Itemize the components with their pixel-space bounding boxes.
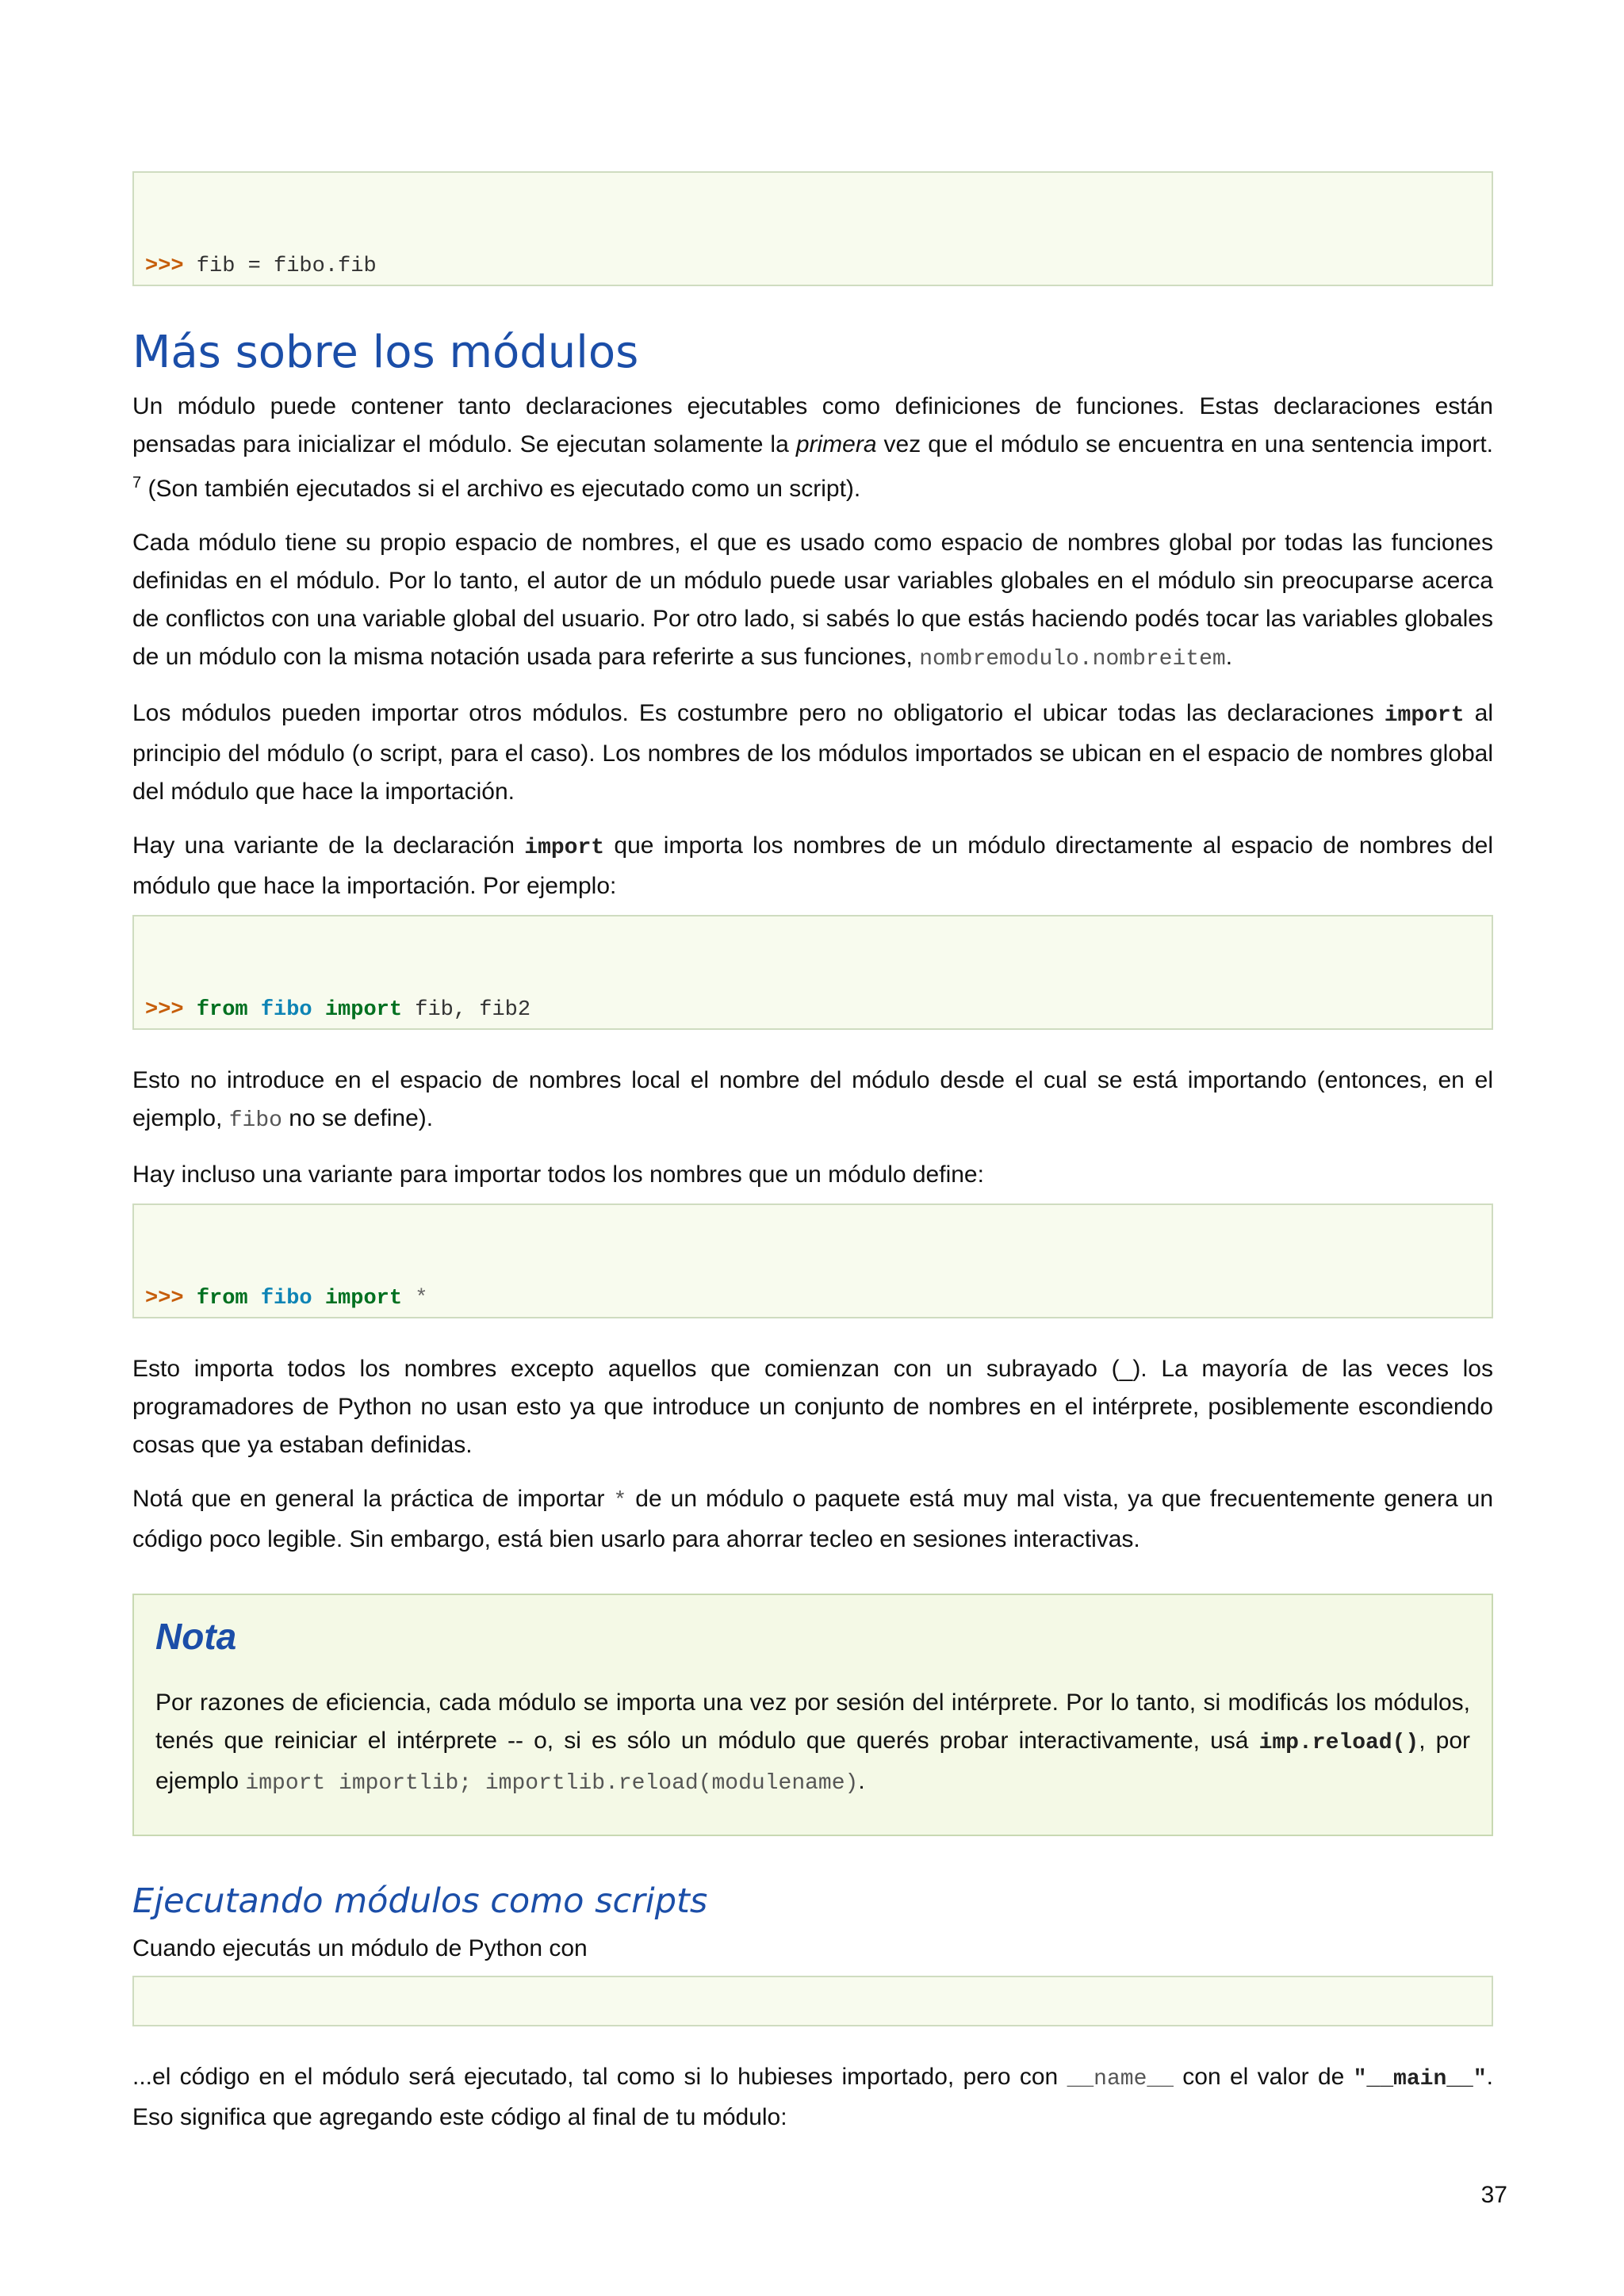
code-operator: * (415, 1287, 428, 1311)
code-text: fib = fibo.fib (183, 254, 377, 278)
prompt: >>> (145, 1287, 184, 1311)
prompt: >>> (145, 998, 184, 1022)
keyword: import (324, 1287, 403, 1311)
note-title: Nota (155, 1616, 237, 1657)
inline-code: import (1384, 703, 1465, 728)
paragraph-local-namespace: Esto no introduce en el espacio de nombres local el nombre del módulo desde el cual se está importando (entonces, en el ejemplo, fibo no se define). (132, 1067, 1493, 1133)
paragraph-import-variant: Hay una variante de la declaración import que importa los nombres de un módulo directamente al espacio de nombres del módulo que hace la importación. Por ejemplo: (132, 832, 1493, 899)
code-text: fib, fib2 (402, 998, 531, 1022)
keyword: import (324, 998, 403, 1022)
code-block-import-star (132, 1203, 1493, 1318)
inline-code: nombremodulo.nombreitem (919, 647, 1226, 672)
keyword: from (196, 1287, 248, 1311)
inline-code: "__main__" (1353, 2067, 1487, 2091)
inline-code: * (613, 1489, 627, 1513)
paragraph-module-intro: Un módulo puede contener tanto declaraciones ejecutables como definiciones de funciones. Estas declaraciones están pensadas para inicializar el módulo. Se ejecutan solamente la primera vez que el módulo se encuentra en una sentencia import. $^7$ (Son también ejecutados si el archivo es ejecutado como un script). (132, 393, 1494, 502)
paragraph-import-others: Los módulos pueden importar otros módulos. Es costumbre pero no obligatorio el ubicar todas las declaraciones import al principio del módulo (o script, para el caso). Los nombres de los módulos importados se ubican en el espacio de nombres global del módulo que hace la importación. (132, 700, 1493, 805)
note-text: Por razones de eficiencia, cada módulo se importa una vez por sesión del intérprete. Por lo tanto, si modificás los módulos, tenés que reiniciar el intérprete -- o, si es sólo un módulo que querés probar interactivamente, usá imp.reload(), por ejemplo import importlib; importlib.reload(modulename). (155, 1689, 1471, 1796)
paragraph-star-practice: Notá que en general la práctica de importar * de un módulo o paquete está muy mal vista, ya que frecuentemente genera un código poco legible. Sin embargo, está bien usarlo para ahorrar tecleo en sesiones interactivas. (132, 1486, 1493, 1552)
code-block-fib-assign (132, 171, 1493, 286)
inline-code: __name__ (1067, 2067, 1174, 2091)
inline-code: import (524, 836, 605, 860)
inline-code: imp.reload() (1258, 1731, 1419, 1755)
paragraph-name-main: ...el código en el módulo será ejecutado, tal como si lo hubieses importado, pero con __name__ con el valor de "__main__". Eso significa que agregando este código al final de tu módulo: (132, 2064, 1493, 2130)
paragraph-underscore: Esto importa todos los nombres excepto aquellos que comienzan con un subrayado (_). La mayoría de las veces los programadores de Python no usan esto ya que introduce un conjunto de nombres en el intérprete, posiblemente escondiendo cosas que ya estaban definidas. (132, 1356, 1493, 1458)
keyword: from (196, 998, 248, 1022)
paragraph-run-module: Cuando ejecutás un módulo de Python con (132, 1935, 588, 1961)
inline-code: import importlib; importlib.reload(modulename) (245, 1771, 859, 1796)
code-block-from-import (132, 915, 1493, 1030)
page-content (132, 171, 1493, 2137)
paragraph-import-all: Hay incluso una variante para importar todos los nombres que un módulo define: (132, 1161, 984, 1188)
module-name: fibo (260, 998, 312, 1022)
section-title: Más sobre los módulos (132, 327, 639, 378)
page-number: 37 (1480, 2182, 1507, 2208)
module-name: fibo (260, 1287, 312, 1311)
paragraph-namespace: Cada módulo tiene su propio espacio de nombres, el que es usado como espacio de nombres global por todas las funciones definidas en el módulo. Por lo tanto, el autor de un módulo puede usar variables globales en el módulo sin preocuparse acerca de conflictos con una variable global del usuario. Por otro lado, si sabés lo que estás haciendo podés tocar las variables globales de un módulo con la misma notación usada para referirte a sus funciones, nombremodulo.nombreitem. (132, 530, 1493, 672)
prompt: >>> (145, 254, 184, 278)
note-box (132, 1594, 1493, 1836)
footnote-ref[interactable]: 7 (132, 474, 142, 492)
inline-code: fibo (228, 1108, 282, 1133)
code-block-command (132, 1976, 1493, 2026)
subsection-title: Ejecutando módulos como scripts (132, 1881, 708, 1921)
